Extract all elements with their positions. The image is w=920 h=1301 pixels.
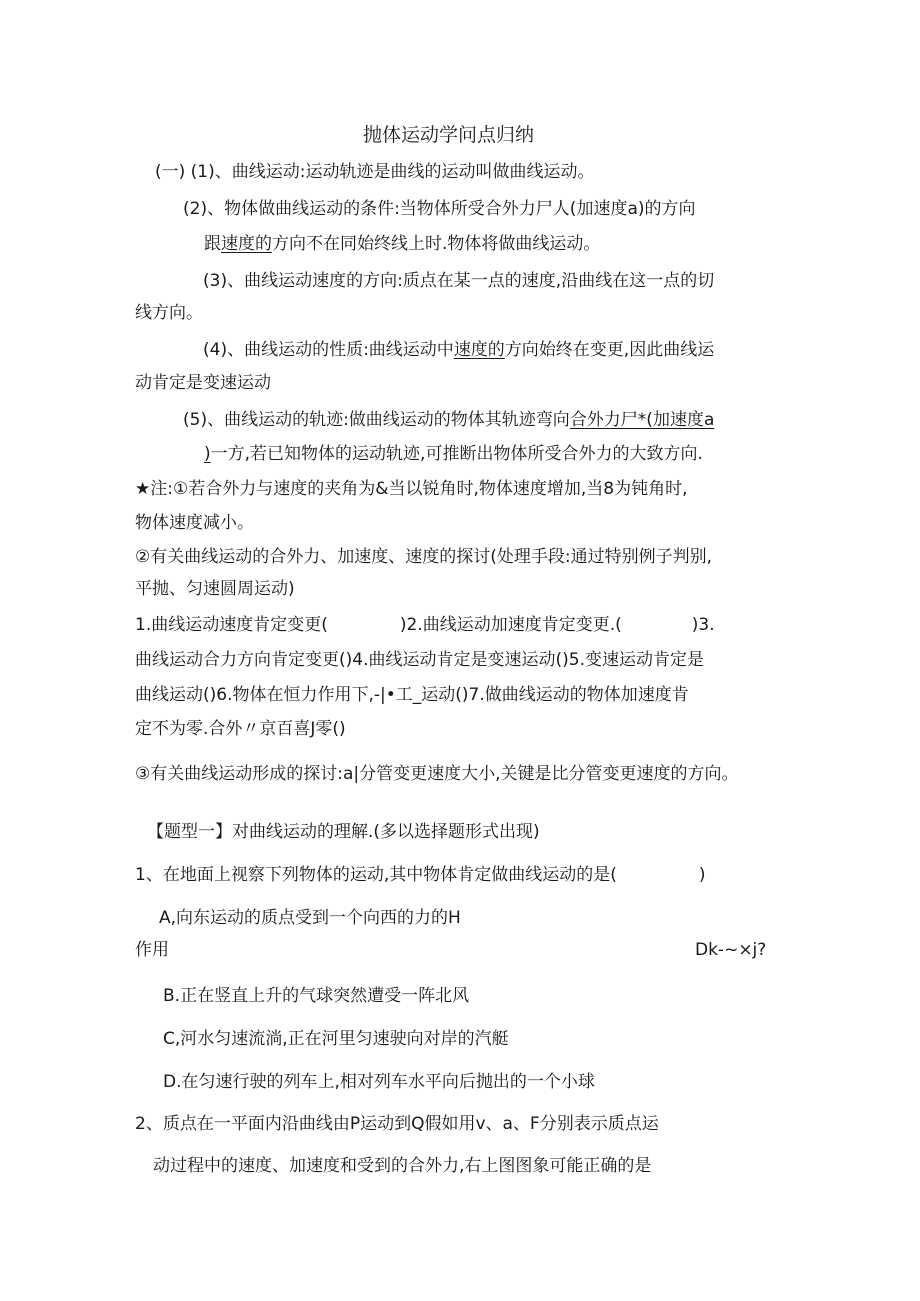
question-line-3: 曲线运动()6.物体在恒力作用下,-|•工_运动()7.做曲线运动的物体加速度肯 (135, 685, 689, 705)
note-2a: ②有关曲线运动的合外力、加速度、速度的探讨(处理手段:通过特别例子判别, (135, 547, 713, 567)
question-2: )2.曲线运动加速度肯定变更.( (399, 615, 622, 635)
type1-heading: 【题型一】对曲线运动的理解.(多以选择题形式出现) (147, 822, 540, 842)
line-5b-underlined: ) (204, 444, 211, 464)
line-4a-pre: (4)、曲线运动的性质:曲线运动中 (203, 340, 454, 360)
line-2a: (2)、物体做曲线运动的条件:当物体所受合外力尸人(加速度a)的方向 (183, 199, 696, 219)
line-5a-pre: (5)、曲线运动的轨迹:做曲线运动的物体其轨迹弯向 (183, 410, 570, 430)
problem-2-line-2: 动过程中的速度、加速度和受到的合外力,右上图图象可能正确的是 (153, 1156, 652, 1176)
line-4a-underlined: 速度的 (453, 340, 505, 360)
line-5b-post: 一方,若已知物体的运动轨迹,可推断出物体所受合外力的大致方向. (210, 444, 703, 464)
line-2b-post: 方向不在同始终线上时.物体将做曲线运动。 (272, 234, 601, 254)
line-2b-underlined: 速度的 (221, 234, 272, 254)
note-1a: ★注:①若合外力与速度的夹角为&当以锐角时,物体速度增加,当8为钝角时, (135, 479, 688, 499)
note-3: ③有关曲线运动形成的探讨:a|分管变更速度大小,关键是比分管变更速度的方向。 (135, 764, 739, 784)
line-2b (204, 233, 600, 255)
question-line-2: 曲线运动合力方向肯定变更()4.曲线运动肯定是变速运动()5.变速运动肯定是 (135, 650, 704, 670)
option-a-line-1: A,向东运动的质点受到一个向西的力的H (159, 908, 461, 928)
option-d: D.在匀速行驶的列车上,相对列车水平向后抛出的一个小球 (163, 1072, 595, 1092)
option-a-line-2: 作用 (135, 940, 169, 960)
line-4a-post: 方向始终在变更,因此曲线运 (504, 340, 715, 360)
line-5b (204, 443, 703, 465)
line-4a (203, 339, 714, 361)
page-title: 抛体运动学问点归纳 (363, 124, 535, 146)
line-1: (一) (1)、曲线运动:运动轨迹是曲线的运动叫做曲线运动。 (155, 162, 595, 182)
problem-1-text: 1、在地面上视察下列物体的运动,其中物体肯定做曲线运动的是( (135, 865, 617, 885)
problem-2-line-1: 2、质点在一平面内沿曲线由P运动到Q假如用v、a、F分别表示质点运 (135, 1114, 659, 1134)
line-5a (183, 409, 714, 431)
line-3a: (3)、曲线运动速度的方向:质点在某一点的速度,沿曲线在这一点的切 (203, 271, 715, 291)
question-3-start: )3. (691, 615, 715, 635)
line-2b-pre: 跟 (204, 234, 221, 254)
note-2b: 平抛、匀速圆周运动) (135, 579, 295, 599)
problem-1-close: ) (698, 865, 706, 885)
option-c: C,河水匀速流淌,正在河里匀速驶向对岸的汽艇 (163, 1029, 509, 1049)
line-3b: 线方向。 (135, 303, 203, 323)
figure-label: Dk-~×j? (695, 940, 767, 960)
question-line-1 (135, 614, 715, 636)
note-1b: 物体速度减小。 (135, 513, 254, 533)
option-b: B.正在竖直上升的气球突然遭受一阵北风 (163, 986, 470, 1006)
question-1: 1.曲线运动速度肯定变更( (135, 615, 328, 635)
line-4b: 动肯定是变速运动 (135, 373, 271, 393)
line-5a-underlined: 合外力尸*(加速度a (569, 410, 715, 430)
problem-1 (135, 864, 706, 886)
question-line-4: 定不为零.合外〃京百喜J零() (135, 719, 346, 739)
